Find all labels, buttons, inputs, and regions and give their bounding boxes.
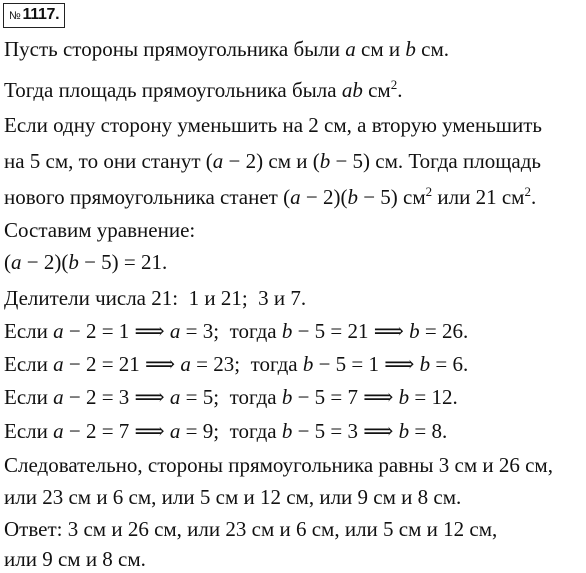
- solution-line-2: Тогда площадь прямоугольника была ab $см^2$.: [4, 77, 403, 102]
- solution-line-7: (a − 2)(b − 5) = 21.: [4, 250, 168, 274]
- problem-number-badge: [3, 3, 65, 28]
- solution-line-4: на 5 см, то они станут (a − 2) см и (b − 5) см. Тогда площадь: [4, 149, 541, 173]
- solution-line-9: Если a − 2 = 1 ⟹ a = 3; тогда b − 5 = 21 ⟹ b = 26.: [4, 319, 469, 343]
- solution-line-5: нового прямоугольника станет (a − 2)(b − 5) $см^2$ или 21 $см^2$.: [4, 184, 537, 209]
- solution-line-11: Если a − 2 = 3 ⟹ a = 5; тогда b − 5 = 7 ⟹ b = 12.: [4, 385, 458, 409]
- solution-line-1: Пусть стороны прямоугольника были a см и b см.: [4, 37, 449, 61]
- solution-line-8: Делители числа 21: 1 и 21; 3 и 7.: [4, 286, 307, 310]
- number-sign: №: [9, 10, 21, 22]
- solution-line-13: Следовательно, стороны прямоугольника равны 3 см и 26 см,: [4, 453, 553, 477]
- solution-line-14: или 23 см и 6 см, или 5 см и 12 см, или 9 см и 8 см.: [4, 485, 462, 509]
- solution-line-16: или 9 см и 8 см.: [4, 547, 146, 571]
- solution-line-12: Если a − 2 = 7 ⟹ a = 9; тогда b − 5 = 3 ⟹ b = 8.: [4, 419, 448, 443]
- solution-line-15: Ответ: 3 см и 26 см, или 23 см и 6 см, или 5 см и 12 см,: [4, 517, 498, 541]
- solution-line-3: Если одну сторону уменьшить на 2 см, а вторую уменьшить: [4, 113, 542, 137]
- solution-line-6: Составим уравнение:: [4, 218, 196, 242]
- solution-line-10: Если a − 2 = 21 ⟹ a = 23; тогда b − 5 = 1 ⟹ b = 6.: [4, 352, 469, 376]
- problem-number: 1117.: [22, 6, 60, 23]
